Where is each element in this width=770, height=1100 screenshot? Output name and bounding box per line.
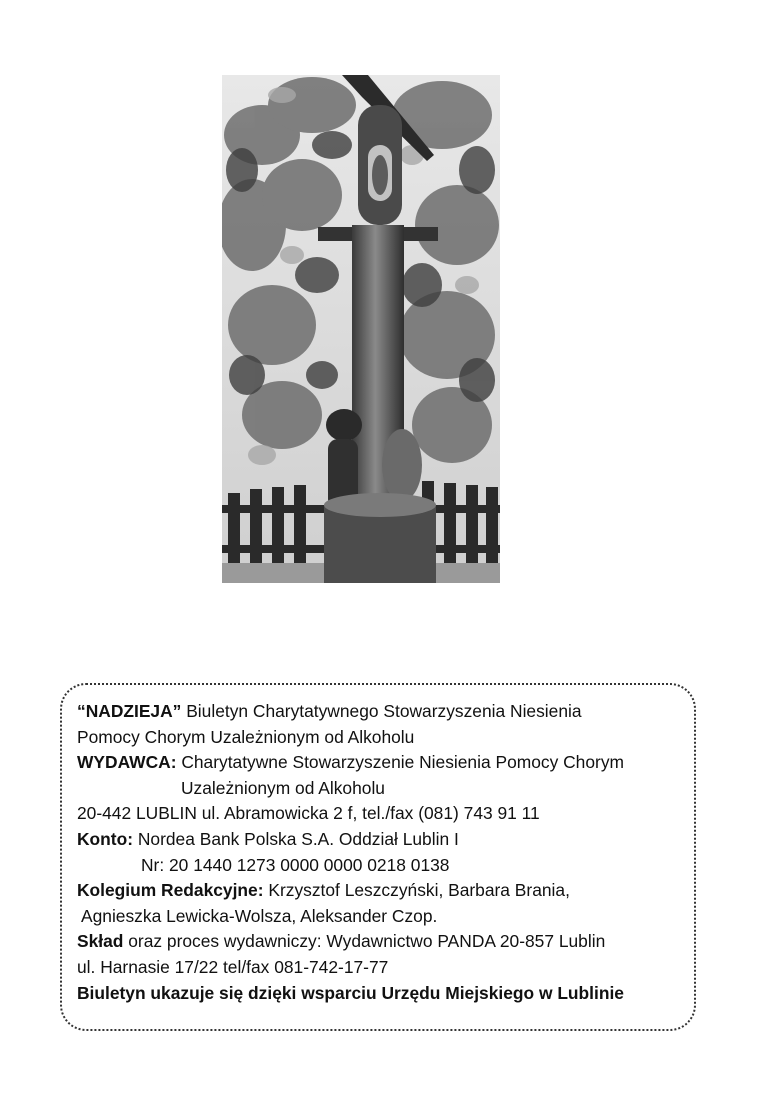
photo-illustration [222, 75, 500, 583]
support-note-text: Biuletyn ukazuje się dzięki wsparciu Urzędu Miejskiego w Lublinie [77, 982, 624, 1003]
typeset-label: Skład [77, 931, 124, 952]
bulletin-title-description: Biuletyn Charytatywnego Stowarzyszenia Niesienia [181, 701, 582, 721]
typeset-line [77, 929, 694, 955]
colophon-box [60, 683, 696, 1031]
typeset-text-line2: ul. Harnasie 17/22 tel/fax 081-742-17-77 [77, 956, 389, 977]
account-line [77, 827, 694, 853]
publisher-line [77, 750, 694, 776]
account-label: Konto: [77, 828, 134, 849]
address: 20-442 LUBLIN ul. Abramowicka 2 f, tel./fax (081) 743 91 11 [77, 803, 540, 824]
colophon-title-line [77, 699, 694, 725]
editorial-line [77, 878, 694, 904]
account-number: Nr: 20 1440 1273 0000 0000 0218 0138 [141, 854, 450, 875]
account-text: Nordea Bank Polska S.A. Oddział Lublin I [133, 828, 459, 849]
publisher-label: WYDAWCA: [77, 752, 177, 773]
support-note [77, 981, 694, 1007]
editorial-text: Krzysztof Leszczyński, Barbara Brania, [263, 880, 570, 901]
bulletin-title: “NADZIEJA” [77, 701, 182, 721]
editorial-label: Kolegium Redakcyjne: [77, 880, 264, 901]
bulletin-title-description-line2: Pomocy Chorym Uzależnionym od Alkoholu [77, 726, 415, 747]
publisher-text-line2: Uzależnionym od Alkoholu [181, 777, 385, 798]
editorial-text-line2: Agnieszka Lewicka-Wolsza, Aleksander Czop. [81, 905, 438, 926]
publisher-text: Charytatywne Stowarzyszenie Niesienia Pomocy Chorym [176, 752, 624, 773]
wayside-shrine-photo [222, 75, 500, 583]
typeset-text: oraz proces wydawniczy: Wydawnictwo PANDA 20-857 Lublin [123, 931, 606, 952]
